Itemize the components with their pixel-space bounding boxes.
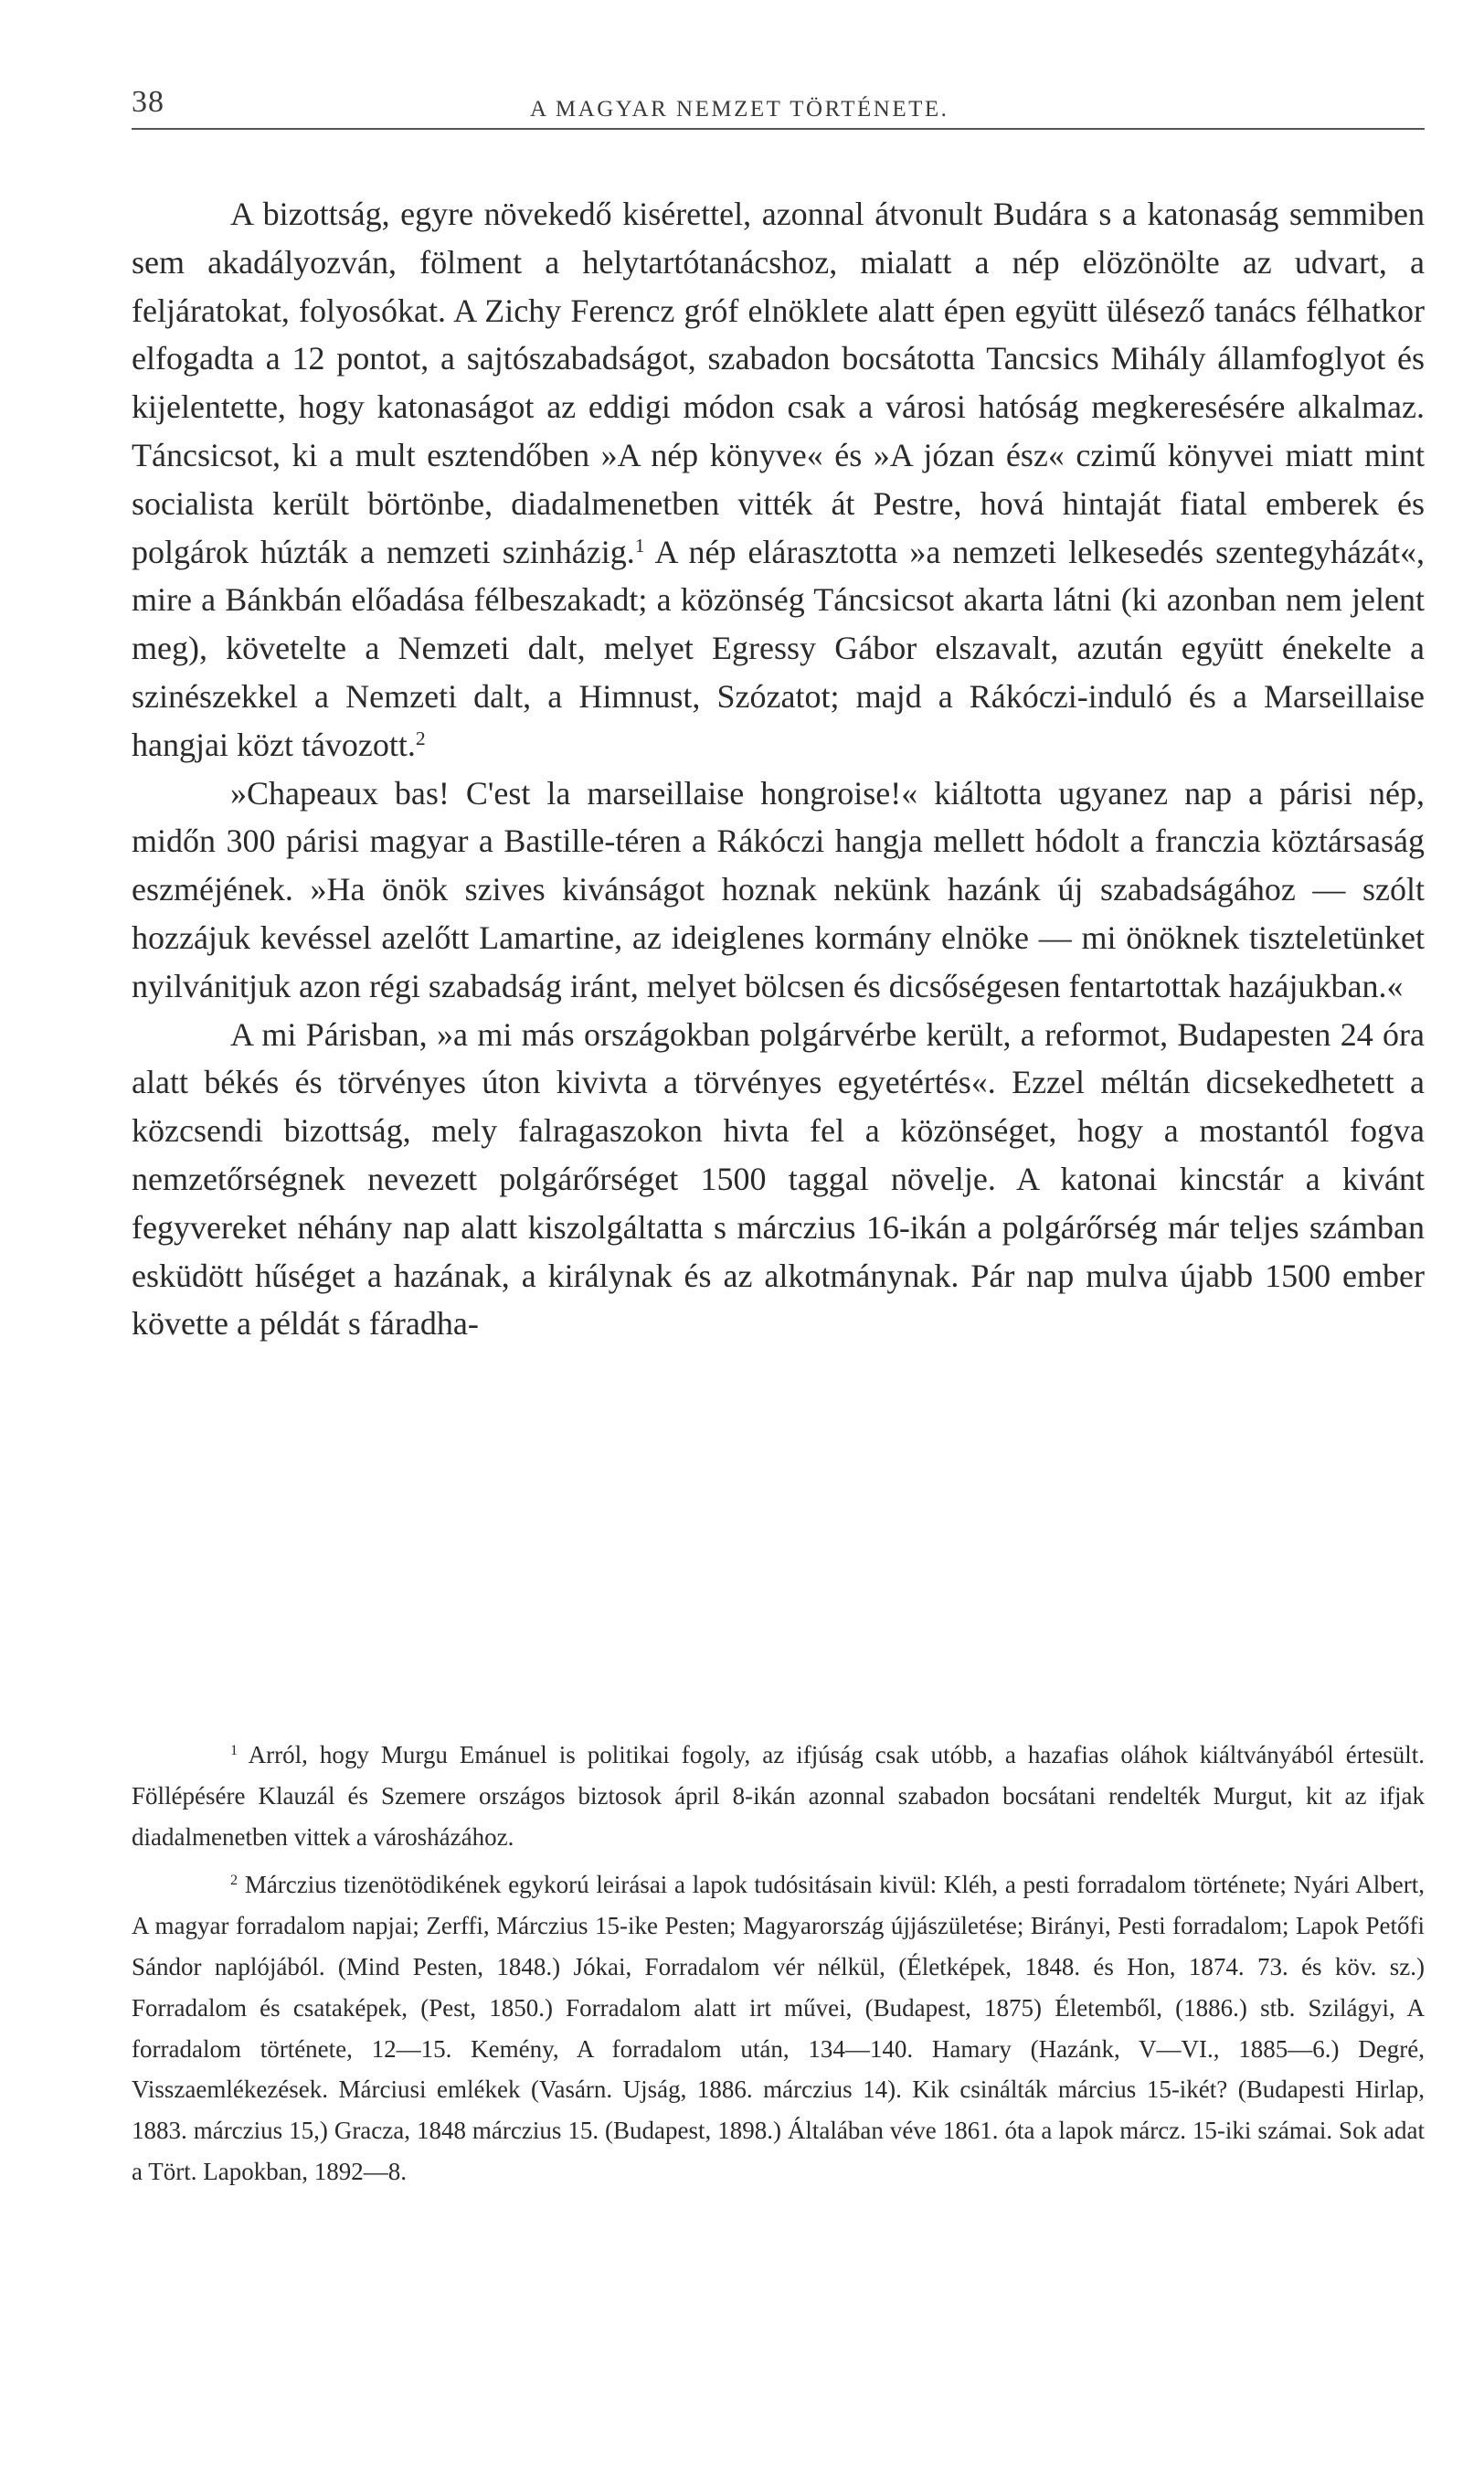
paragraph-2: »Chapeaux bas! C'est la marseillaise hongroise!« kiáltotta ugyanez nap a párisi nép, midőn 300 párisi magyar a Bastille-téren a Rákóczi hangja mellett hódolt a franczia köztársaság eszméjének. »Ha önök szives kivánságot hoznak nekünk hazánk új szabadságához — szólt hozzájuk kevéssel azelőtt Lamartine, az ideiglenes kormány elnöke — mi önöknek tiszteletünket nyilvánitjuk azon régi szabadság iránt, melyet bölcsen és dicsőségesen fentartottak hazájukban.« bbox=[132, 774, 1425, 1004]
paragraph-1-continued: A nép elárasztotta »a nemzeti lelkesedés szentegyházát«, mire a Bánkbán előadása félbeszakadt; a közönség Táncsicsot akarta látni (ki azonban nem jelent meg), követelte a Nemzeti dalt, melyet Egressy Gábor elszavalt, azután együtt énekelte a szinészekkel a Nemzeti dalt, a Himnust, Szózatot; majd a Rákóczi-induló és a Marseillaise hangjai közt távozott. bbox=[132, 533, 1426, 763]
header-rule bbox=[132, 128, 1425, 130]
footnote-marker-1: 1 bbox=[230, 1742, 238, 1759]
footnote-marker-2: 2 bbox=[230, 1872, 238, 1889]
footnote-2-text: Márczius tizenötödikének egykorú leirásai a lapok tudósitásain kivül: Kléh, a pesti forradalom története; Nyári Albert, A magyar forradalom napjai; Zerffi, Márczius 15-ike Pesten; Magyarország újjászületése; Birányi, Pesti forradalom; Lapok Petőfi Sándor naplójából. (Mind Pesten, 1848.) Jókai, Forradalom vér nélkül, (Életképek, 1848. és Hon, 1874. 73. és köv. sz.) Forradalom és csataképek, (Pest, 1850.) Forradalom alatt irt művei, (Budapest, 1875) Életemből, (1886.) stb. Szilágyi, A forradalom története, 12—15. Kemény, A forradalom után, 134—140. Hamary (Hazánk, V—VI., 1885—6.) Degré, Visszaemlékezések. Márciusi emlékek (Vasárn. Ujság, 1886. márczius 14). Kik csinálták március 15-ikét? (Budapesti Hirlap, 1883. márczius 15,) Gracza, 1848 márczius 15. (Budapest, 1898.) Általában véve 1861. óta a lapok márcz. 15-iki számai. Sok adat a Tört. Lapokban, 1892—8. bbox=[132, 1871, 1425, 2185]
footnote-ref-2: 2 bbox=[415, 727, 426, 749]
footnote-2 bbox=[132, 1864, 1425, 2192]
footnote-ref-1: 1 bbox=[634, 534, 645, 557]
running-title: A MAGYAR NEMZET TÖRTÉNETE. bbox=[530, 97, 949, 122]
paragraph-1 bbox=[132, 190, 1425, 770]
main-text bbox=[132, 190, 1425, 1348]
paragraph-3: A mi Párisban, »a mi más országokban polgárvérbe került, a reformot, Budapesten 24 óra alatt békés és törvényes úton kivivta a törvényes egyetértés«. Ezzel méltán dicsekedhetett a közcsendi bizottság, mely falragaszokon hivta fel a közönséget, hogy a mostantól fogva nemzetőrségnek nevezett polgárőrséget 1500 taggal növelje. A katonai kincstár a kivánt fegyvereket néhány nap alatt kiszolgáltatta s márczius 16-ikán a polgárőrség már teljes számban esküdött hűséget a hazának, a királynak és az alkotmánynak. Pár nap mulva újabb 1500 ember követte a példát s fáradha- bbox=[132, 1015, 1425, 1343]
footnote-1 bbox=[132, 1735, 1425, 1857]
page-number: 38 bbox=[132, 85, 164, 119]
footnote-1-text: Arról, hogy Murgu Emánuel is politikai fogoly, az ifjúság csak utóbb, a hazafias oláhok kiáltványából értesült. Föllépésére Klauzál és Szemere országos biztosok ápril 8-ikán azonnal szabadon bocsátani rendelték Murgut, kit az ifjak diadalmenetben vittek a városházához. bbox=[132, 1741, 1425, 1851]
paragraph-1-text: A bizottság, egyre növekedő kisérettel, azonnal átvonult Budára s a katonaság semmiben sem akadályozván, fölment a helytartótanácshoz, mialatt a nép elözönölte az udvart, a feljáratokat, folyosókat. A Zichy Ferencz gróf elnöklete alatt épen együtt ülésező tanács félhatkor elfogadta a 12 pontot, a sajtószabadságot, szabadon bocsátotta Tancsics Mihály államfoglyot és kijelentette, hogy katonaságot az eddigi módon csak a városi hatóság megkeresésére alkalmaz. Táncsicsot, ki a mult esztendőben »A nép könyve« és »A józan ész« czimű könyvei miatt mint socialista került börtönbe, diadalmenetben vitték át Pestre, hová hintaját fiatal emberek és polgárok húzták a nemzeti szinházig. bbox=[132, 196, 1425, 570]
footnotes bbox=[132, 1735, 1425, 2192]
